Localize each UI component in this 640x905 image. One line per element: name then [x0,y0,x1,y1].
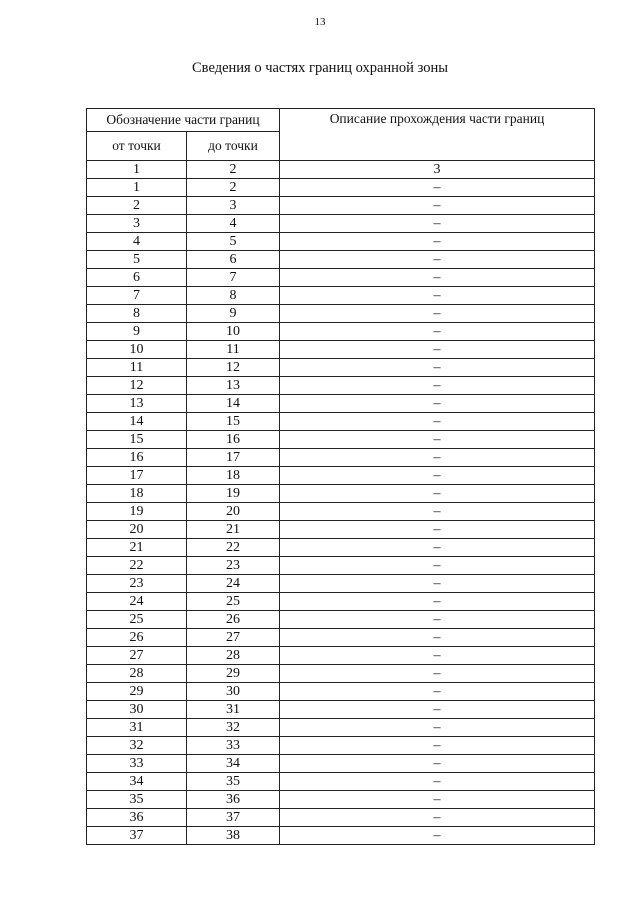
from-point-cell: 8 [87,305,187,323]
header-description: Описание прохождения части границ [280,109,595,161]
description-cell: – [280,575,595,593]
to-point-cell: 13 [187,377,280,395]
description-cell: – [280,233,595,251]
description-cell: – [280,395,595,413]
table-row [87,485,595,503]
to-point-cell: 10 [187,323,280,341]
column-number-1: 1 [87,161,187,179]
from-point-cell: 29 [87,683,187,701]
table-row [87,611,595,629]
from-point-cell: 26 [87,629,187,647]
from-point-cell: 12 [87,377,187,395]
from-point-cell: 4 [87,233,187,251]
description-cell: – [280,287,595,305]
description-cell: – [280,809,595,827]
to-point-cell: 38 [187,827,280,845]
from-point-cell: 15 [87,431,187,449]
to-point-cell: 20 [187,503,280,521]
to-point-cell: 34 [187,755,280,773]
to-point-cell: 3 [187,197,280,215]
table-body [87,179,595,845]
description-cell: – [280,701,595,719]
to-point-cell: 37 [187,809,280,827]
description-cell: – [280,737,595,755]
to-point-cell: 7 [187,269,280,287]
description-cell: – [280,647,595,665]
from-point-cell: 21 [87,539,187,557]
to-point-cell: 23 [187,557,280,575]
from-point-cell: 37 [87,827,187,845]
to-point-cell: 27 [187,629,280,647]
table-row [87,737,595,755]
to-point-cell: 2 [187,179,280,197]
table-row [87,521,595,539]
to-point-cell: 31 [187,701,280,719]
description-cell: – [280,629,595,647]
to-point-cell: 9 [187,305,280,323]
to-point-cell: 33 [187,737,280,755]
table-row [87,539,595,557]
from-point-cell: 34 [87,773,187,791]
from-point-cell: 30 [87,701,187,719]
from-point-cell: 17 [87,467,187,485]
table-row [87,215,595,233]
description-cell: – [280,611,595,629]
from-point-cell: 35 [87,791,187,809]
table-row [87,377,595,395]
table-row [87,665,595,683]
table-row [87,305,595,323]
table-row [87,629,595,647]
description-cell: – [280,827,595,845]
table-row [87,683,595,701]
from-point-cell: 25 [87,611,187,629]
table-row [87,773,595,791]
from-point-cell: 31 [87,719,187,737]
table-row [87,413,595,431]
table-row [87,809,595,827]
column-number-2: 2 [187,161,280,179]
to-point-cell: 22 [187,539,280,557]
table-row [87,557,595,575]
table-row [87,179,595,197]
table-row [87,755,595,773]
description-cell: – [280,251,595,269]
to-point-cell: 30 [187,683,280,701]
from-point-cell: 7 [87,287,187,305]
from-point-cell: 6 [87,269,187,287]
table-row [87,359,595,377]
description-cell: – [280,323,595,341]
to-point-cell: 8 [187,287,280,305]
table-row [87,593,595,611]
table-row [87,197,595,215]
description-cell: – [280,431,595,449]
description-cell: – [280,413,595,431]
description-cell: – [280,179,595,197]
description-cell: – [280,719,595,737]
from-point-cell: 22 [87,557,187,575]
from-point-cell: 9 [87,323,187,341]
description-cell: – [280,539,595,557]
table-row [87,233,595,251]
to-point-cell: 24 [187,575,280,593]
description-cell: – [280,269,595,287]
from-point-cell: 36 [87,809,187,827]
description-cell: – [280,683,595,701]
header-to-point: до точки [187,132,280,161]
description-cell: – [280,215,595,233]
to-point-cell: 21 [187,521,280,539]
to-point-cell: 16 [187,431,280,449]
from-point-cell: 18 [87,485,187,503]
to-point-cell: 32 [187,719,280,737]
to-point-cell: 14 [187,395,280,413]
description-cell: – [280,593,595,611]
from-point-cell: 3 [87,215,187,233]
from-point-cell: 27 [87,647,187,665]
description-cell: – [280,485,595,503]
description-cell: – [280,503,595,521]
to-point-cell: 17 [187,449,280,467]
description-cell: – [280,791,595,809]
description-cell: – [280,359,595,377]
from-point-cell: 23 [87,575,187,593]
table-row [87,395,595,413]
header-from-point: от точки [87,132,187,161]
table-row [87,269,595,287]
table-row [87,647,595,665]
to-point-cell: 18 [187,467,280,485]
table-row [87,827,595,845]
description-cell: – [280,341,595,359]
description-cell: – [280,197,595,215]
to-point-cell: 35 [187,773,280,791]
from-point-cell: 11 [87,359,187,377]
from-point-cell: 32 [87,737,187,755]
from-point-cell: 24 [87,593,187,611]
to-point-cell: 6 [187,251,280,269]
to-point-cell: 4 [187,215,280,233]
from-point-cell: 10 [87,341,187,359]
to-point-cell: 11 [187,341,280,359]
to-point-cell: 5 [187,233,280,251]
to-point-cell: 36 [187,791,280,809]
to-point-cell: 15 [187,413,280,431]
from-point-cell: 28 [87,665,187,683]
to-point-cell: 25 [187,593,280,611]
from-point-cell: 33 [87,755,187,773]
from-point-cell: 20 [87,521,187,539]
description-cell: – [280,467,595,485]
from-point-cell: 2 [87,197,187,215]
description-cell: – [280,521,595,539]
from-point-cell: 14 [87,413,187,431]
to-point-cell: 12 [187,359,280,377]
to-point-cell: 26 [187,611,280,629]
table-row [87,323,595,341]
from-point-cell: 16 [87,449,187,467]
to-point-cell: 29 [187,665,280,683]
table-row [87,791,595,809]
from-point-cell: 19 [87,503,187,521]
table-row [87,449,595,467]
from-point-cell: 13 [87,395,187,413]
description-cell: – [280,449,595,467]
column-number-3: 3 [280,161,595,179]
table-row [87,431,595,449]
boundary-parts-table [86,108,595,845]
table-row [87,467,595,485]
table-row [87,287,595,305]
page-title: Сведения о частях границ охранной зоны [192,60,448,76]
from-point-cell: 1 [87,179,187,197]
description-cell: – [280,755,595,773]
from-point-cell: 5 [87,251,187,269]
to-point-cell: 28 [187,647,280,665]
description-cell: – [280,773,595,791]
description-cell: – [280,557,595,575]
description-cell: – [280,305,595,323]
table-row [87,575,595,593]
to-point-cell: 19 [187,485,280,503]
table-row [87,503,595,521]
description-cell: – [280,665,595,683]
header-boundary-designation: Обозначение части границ [87,109,280,132]
table-row [87,719,595,737]
table-row [87,701,595,719]
table-row [87,341,595,359]
description-cell: – [280,377,595,395]
table-row [87,251,595,269]
page-number: 13 [314,16,326,28]
